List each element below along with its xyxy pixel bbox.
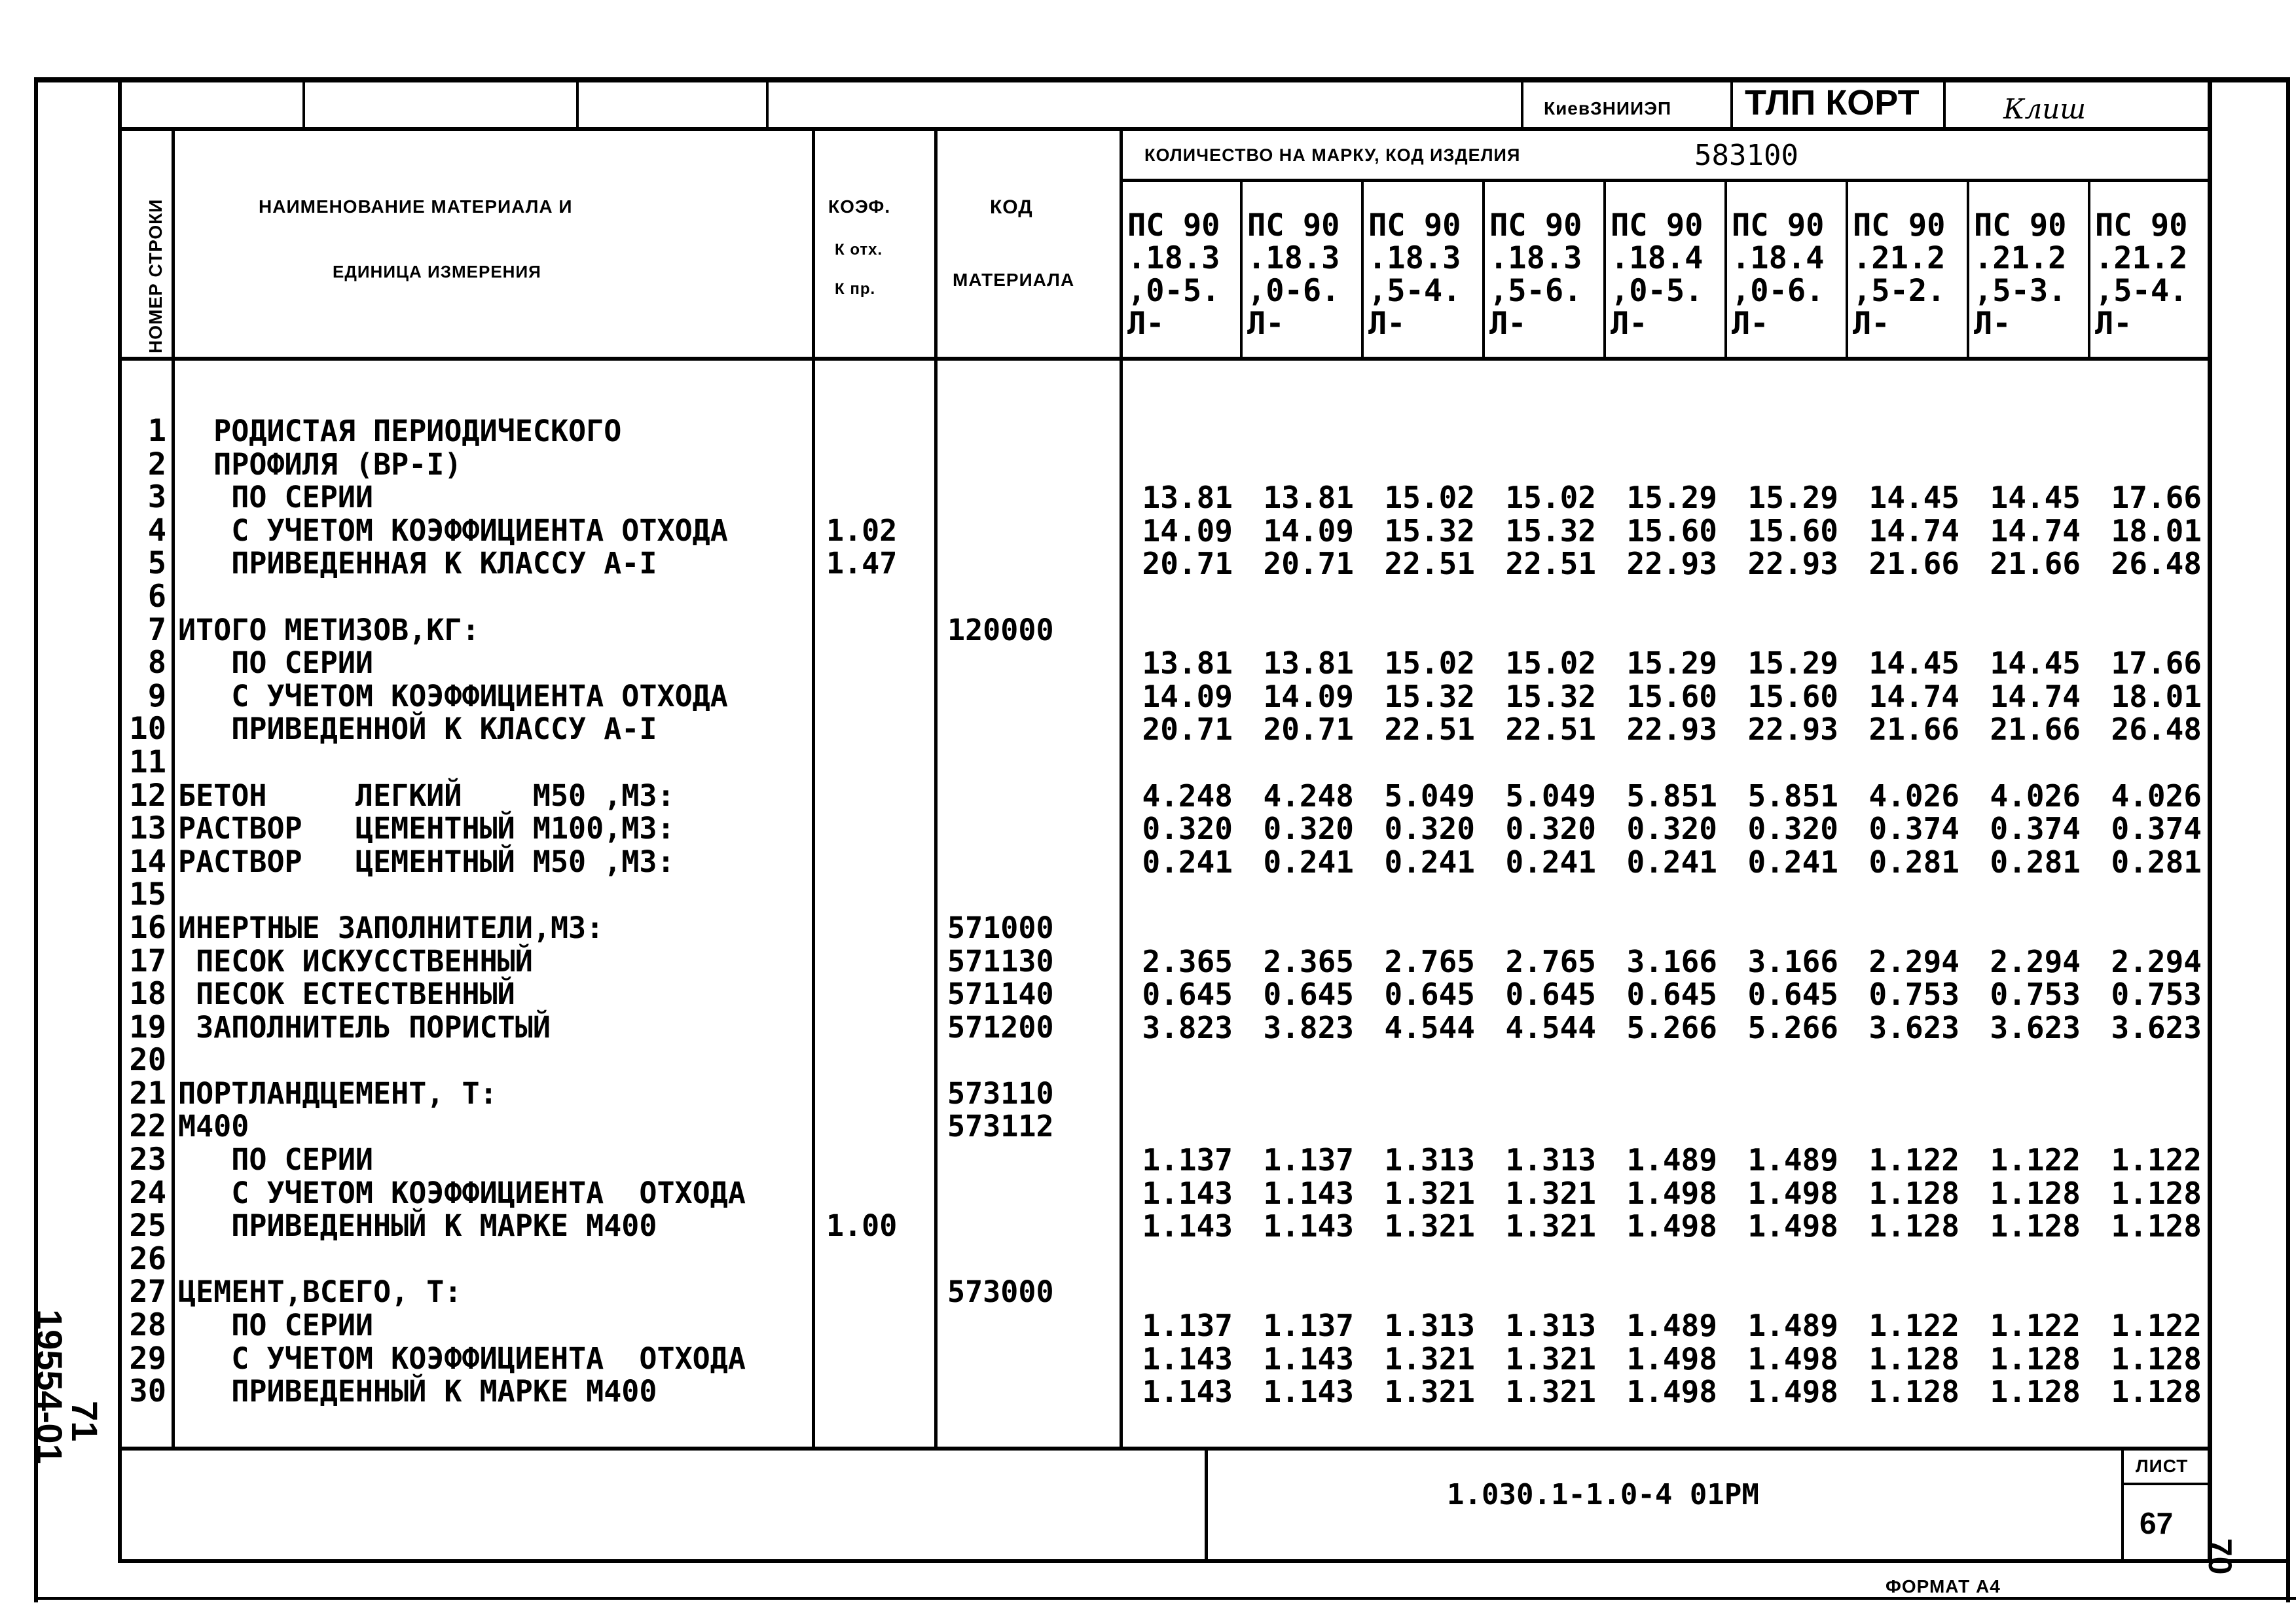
quantity-label-bottom — [1121, 179, 2212, 182]
header-row-bottom — [118, 357, 2212, 361]
album-number: 19554-01 — [29, 1309, 70, 1464]
coefficients: 1.02 1.47 1.00 — [826, 513, 898, 1244]
product-values: 15.29 15.60 22.93 15.29 15.60 22.93 5.851 0.320 0.241 3.166 0.645 5.266 1.489 1.498 1.498 1.489 1.498 1.498 — [1626, 480, 1717, 1410]
signature: Клиш — [2003, 93, 2086, 125]
product-column-header: ПС 90 .18.3 ,0-5. Л- — [1127, 208, 1220, 342]
product-values: 13.81 14.09 20.71 13.81 14.09 20.71 4.248 0.320 0.241 2.365 0.645 3.823 1.137 1.143 1.143 1.137 1.143 1.143 — [1142, 480, 1233, 1410]
product-col-divider-2 — [1361, 182, 1364, 359]
format-label: ФОРМАТ А4 — [1886, 1576, 2001, 1597]
table-frame-right — [2208, 77, 2212, 1563]
table-body-bottom — [118, 1447, 2212, 1451]
col-divider-material — [812, 131, 815, 1447]
sheet-cell-divider — [2121, 1483, 2212, 1485]
stamp-divider-2 — [576, 82, 579, 128]
document-code: 1.030.1-1.0-4 01РМ — [1447, 1478, 1759, 1511]
title-block-bottom — [118, 1559, 2290, 1563]
stamp-divider-4 — [1521, 82, 1523, 128]
product-column-header: ПС 90 .18.4 ,0-5. Л- — [1611, 208, 1704, 342]
stamp-row-bottom — [118, 127, 2212, 131]
series-code-stamp: ТЛП КОРТ — [1745, 83, 1920, 122]
product-values: 15.02 15.32 22.51 15.02 15.32 22.51 5.049 0.320 0.241 2.765 0.645 4.544 1.313 1.321 1.321 1.313 1.321 1.321 — [1384, 480, 1475, 1410]
product-column-header: ПС 90 .18.3 ,5-6. Л- — [1489, 208, 1582, 342]
product-column-header: ПС 90 .18.3 ,0-6. Л- — [1247, 208, 1340, 342]
material-name-header: НАИМЕНОВАНИЕ МАТЕРИАЛА И — [259, 196, 573, 217]
sheet-cell-left — [2121, 1449, 2124, 1561]
outer-frame-bottom — [34, 1597, 2296, 1600]
reduction-coef-header: К пр. — [835, 280, 876, 298]
product-col-divider-8 — [2088, 182, 2090, 359]
material-names: РОДИСТАЯ ПЕРИОДИЧЕСКОГО ПРОФИЛЯ (ВР-I) ПО СЕРИИ С УЧЕТОМ КОЭФФИЦИЕНТА ОТХОДА ПРИВЕДЕННАЯ К КЛАССУ А-I ИТОГО МЕТИЗОВ,КГ: ПО СЕРИИ С УЧЕТОМ КОЭФФИЦИЕНТА ОТХОДА ПРИВЕДЕННОЙ К КЛАССУ А-I БЕТОН ЛЕГКИЙ М50 ,М3: РАСТВОР ЦЕМЕНТНЫЙ М100,М3: РАСТВОР ЦЕМЕНТНЫЙ М50 ,М3: ИНЕРТНЫЕ ЗАПОЛНИТЕЛИ,М3: ПЕСОК ИСКУССТВЕННЫЙ ПЕСОК ЕСТЕСТВЕННЫЙ ЗАПОЛНИТЕЛЬ ПОРИСТЫЙ ПОРТЛАНДЦЕМЕНТ, Т: М400 ПО СЕРИИ С УЧЕТОМ КОЭФФИЦИЕНТА ОТХОДА ПРИВЕДЕННЫЙ К МАРКЕ М400 ЦЕМЕНТ,ВСЕГО, Т: ПО СЕРИИ С УЧЕТОМ КОЭФФИЦИЕНТА ОТХОДА ПРИВЕДЕННЫЙ К МАРКЕ М400 — [178, 414, 746, 1409]
product-column-header: ПС 90 .21.2 ,5-4. Л- — [2095, 208, 2188, 342]
product-col-divider-4 — [1603, 182, 1606, 359]
product-column-header: ПС 90 .21.2 ,5-3. Л- — [1974, 208, 2067, 342]
product-values: 17.66 18.01 26.48 17.66 18.01 26.48 4.026 0.374 0.281 2.294 0.753 3.623 1.122 1.128 1.128 1.122 1.128 1.128 — [2111, 480, 2202, 1410]
coef-header: КОЭФ. — [828, 196, 891, 217]
quantity-header: КОЛИЧЕСТВО НА МАРКУ, КОД ИЗДЕЛИЯ — [1144, 145, 1521, 165]
product-col-divider-5 — [1724, 182, 1727, 359]
sheet-label: ЛИСТ — [2136, 1456, 2189, 1476]
stamp-divider-3 — [766, 82, 769, 128]
stamp-divider-6 — [1943, 82, 1946, 128]
outer-frame-top — [34, 77, 2286, 82]
product-column-header: ПС 90 .21.2 ,5-2. Л- — [1853, 208, 1946, 342]
code-header: КОД — [990, 196, 1033, 218]
stamp-divider-1 — [302, 82, 305, 128]
material-code-header: МАТЕРИАЛА — [953, 270, 1075, 290]
product-col-divider-6 — [1846, 182, 1848, 359]
waste-coef-header: К отх. — [835, 241, 883, 259]
product-values: 13.81 14.09 20.71 13.81 14.09 20.71 4.248 0.320 0.241 2.365 0.645 3.823 1.137 1.143 1.143 1.137 1.143 1.143 — [1263, 480, 1354, 1410]
institute-stamp: КиевЗНИИЭП — [1544, 98, 1672, 118]
product-values: 14.45 14.74 21.66 14.45 14.74 21.66 4.026 0.374 0.281 2.294 0.753 3.623 1.122 1.128 1.128 1.122 1.128 1.128 — [1990, 480, 2081, 1410]
row-numbers: 1 2 3 4 5 6 7 8 9 10 11 12 13 14 15 16 17 18 19 20 21 22 23 24 25 26 27 28 29 30 — [129, 413, 166, 1410]
product-col-divider-1 — [1240, 182, 1243, 359]
unit-header: ЕДИНИЦА ИЗМЕРЕНИЯ — [333, 262, 541, 281]
col-divider-coef — [934, 131, 938, 1447]
product-column-header: ПС 90 .18.4 ,0-6. Л- — [1732, 208, 1825, 342]
material-codes: 120000 571000 571130 571140 571200 573110 573112 573000 — [947, 612, 1054, 1310]
stamp-divider-5 — [1730, 82, 1733, 128]
product-values: 15.29 15.60 22.93 15.29 15.60 22.93 5.851 0.320 0.241 3.166 0.645 5.266 1.489 1.498 1.498 1.489 1.498 1.498 — [1747, 480, 1838, 1410]
product-col-divider-7 — [1967, 182, 1969, 359]
product-values: 15.02 15.32 22.51 15.02 15.32 22.51 5.049 0.320 0.241 2.765 0.645 4.544 1.313 1.321 1.321 1.313 1.321 1.321 — [1505, 480, 1596, 1410]
page-frame-right — [2286, 77, 2290, 1602]
product-code: 583100 — [1694, 139, 1798, 172]
product-column-header: ПС 90 .18.3 ,5-4. Л- — [1368, 208, 1461, 342]
row-number-header: НОМЕР СТРОКИ — [145, 198, 166, 353]
product-values: 14.45 14.74 21.66 14.45 14.74 21.66 4.026 0.374 0.281 2.294 0.753 3.623 1.122 1.128 1.128 1.122 1.128 1.128 — [1868, 480, 1959, 1410]
col-divider-code — [1120, 131, 1123, 1447]
product-col-divider-3 — [1482, 182, 1485, 359]
title-block-divider — [1205, 1449, 1208, 1561]
sheet-number: 67 — [2140, 1506, 2174, 1540]
col-divider-number — [172, 131, 175, 1447]
page-number: 70 — [2202, 1538, 2238, 1575]
inventory-number: 71 — [64, 1401, 105, 1442]
